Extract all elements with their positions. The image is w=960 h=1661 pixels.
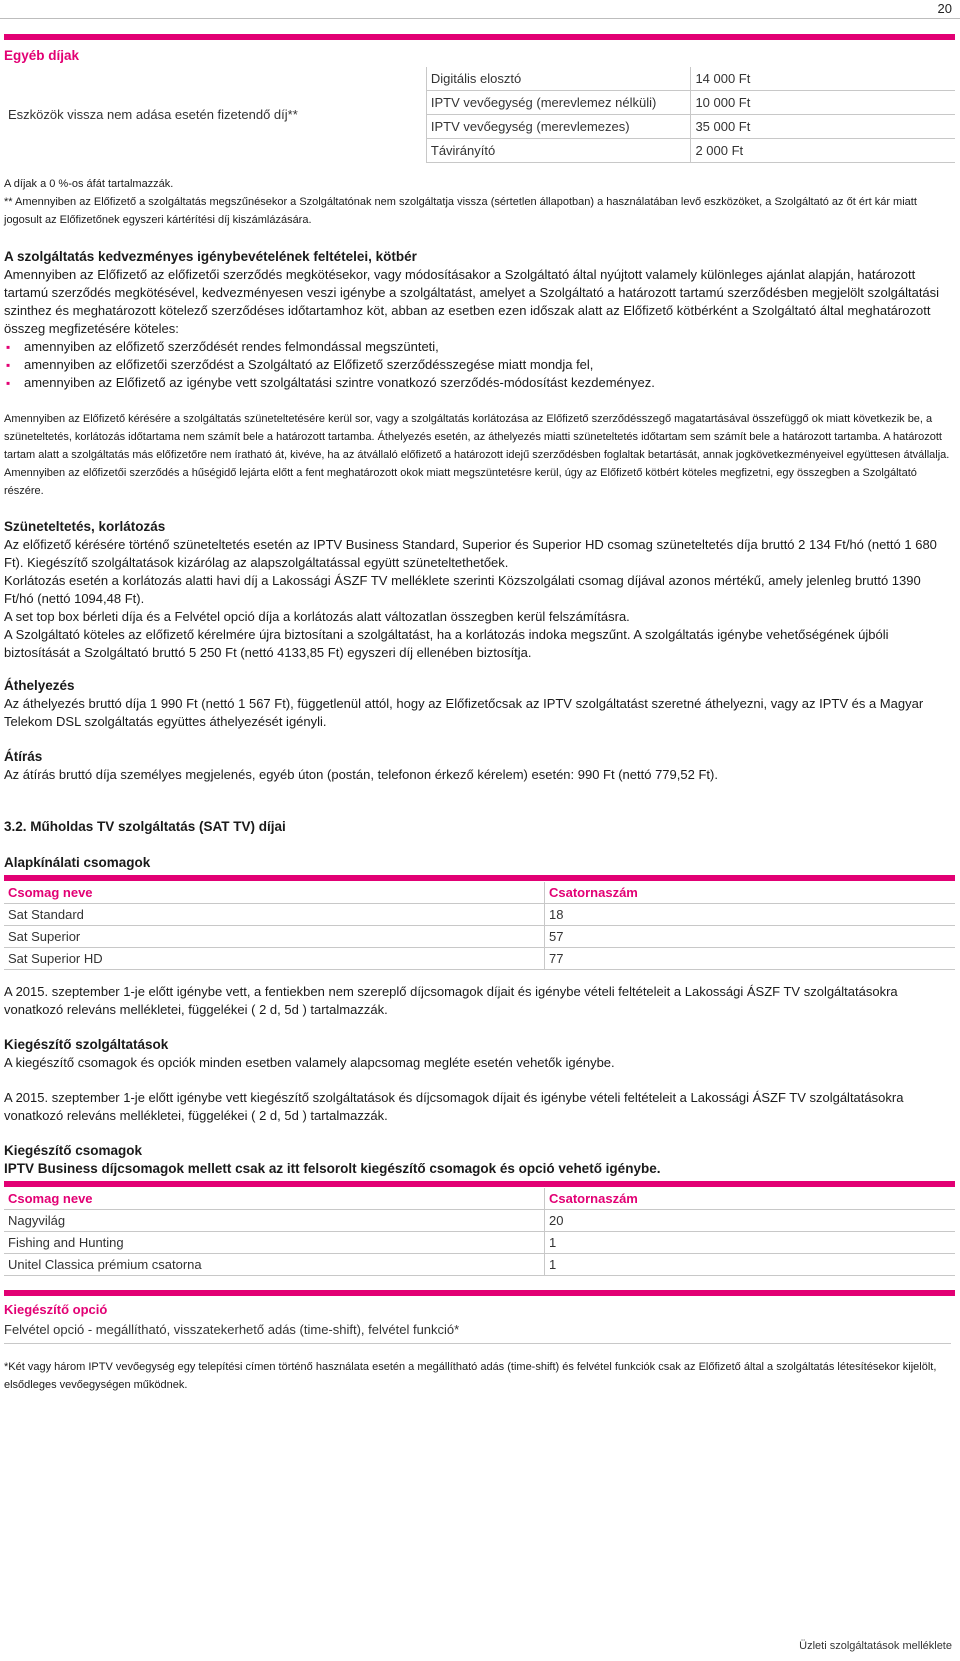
relocation-title: Áthelyezés (4, 678, 75, 693)
fees-table (4, 67, 955, 163)
addon-packages-block (4, 1142, 950, 1178)
package-name: Sat Standard (4, 904, 545, 926)
list-item: ▪ amennyiben az előfizetői szerződést a Szolgáltató az Előfizető szerződésszegése miatt mondja fel, (4, 356, 950, 374)
suspension-title: Szüneteltetés, korlátozás (4, 519, 166, 534)
base-packages-table (4, 882, 955, 970)
fee-item: IPTV vevőegység (merevlemezes) (426, 115, 691, 139)
fee-price: 35 000 Ft (691, 115, 955, 139)
vat-note: A díjak a 0 %-os áfát tartalmazzák. (4, 178, 174, 190)
page-footer: Üzleti szolgáltatások melléklete (799, 1640, 952, 1652)
fee-item: Digitális elosztó (426, 67, 691, 91)
list-item: ▪ amennyiben az Előfizető az igénybe vett szolgáltatási szintre vonatkozó szerződés-módosítást kezdeményez. (4, 374, 950, 392)
fee-price: 10 000 Ft (691, 91, 955, 115)
section-bar (4, 875, 955, 881)
transfer-text: Az átírás bruttó díja személyes megjelenés, egyéb úton (postán, telefonon érkező kérelem) esetén: 990 Ft (nettó 779,52 Ft). (4, 767, 718, 782)
package-name: Nagyvilág (4, 1210, 545, 1232)
fee-price: 2 000 Ft (691, 139, 955, 163)
option-note: *Két vagy három IPTV vevőegység egy telepítési címen történő használata esetén a megállítható adás (time-shift) és felvétel funkciók csak az Előfizető által a szolgáltatás létesítésekor kijelölt, elsődleges vevőegységen működnek. (4, 1361, 937, 1391)
suspension-text-2: Korlátozás esetén a korlátozás alatti havi díj a Lakossági ÁSZF TV melléklete szerinti Közszolgálati csomag díjával azonos mértékű, amely jelenleg bruttó 1390 Ft/hó (nettó 1094,48 Ft). (4, 573, 921, 606)
suspension-text-1: Az előfizető kérésére történő szüneteltetés esetén az IPTV Business Standard, Superior és Superior HD csomag szüneteltetés díja bruttó 2 134 Ft/hó (nettó 1 680 Ft). Kiegészítő szolgáltatások kizárólag az alapszolgáltatással együtt szüneteltethetőek. (4, 537, 937, 570)
addon-packages-title: Kiegészítő csomagok (4, 1143, 143, 1158)
suspension-text-3: A set top box bérleti díja és a Felvétel opció díja a korlátozás alatt változatlan összegben kerül felszámításra. (4, 609, 630, 624)
col-header-channels: Csatornaszám (545, 1188, 956, 1210)
top-rule (0, 18, 960, 19)
discount-intro: Amennyiben az Előfizető az előfizetői szerződés megkötésekor, vagy módosításakor a Szolgáltató által nyújtott valamely különleges ajánlat alapján, határozott tartamú szerződés megkötésével, kedvezményesen veszi igénybe a szolgáltatást, amelyet a Szolgáltató a határozott tartamú szerződésben megjelölt szolgáltatási szinthez és meghatározott kötelező szerződéses időtartamhoz köt, abban az esetben ezen időszak alatt az Előfizető kötbérként a Szolgáltató által meghatározott összeg megfizetésére köteles: (4, 267, 940, 336)
fee-item: Távirányító (426, 139, 691, 163)
package-name: Sat Superior (4, 926, 545, 948)
discount-bullets (4, 338, 950, 392)
discount-title: A szolgáltatás kedvezményes igénybevételének feltételei, kötbér (4, 249, 417, 264)
package-name: Unitel Classica prémium csatorna (4, 1254, 545, 1276)
discount-small-text: Amennyiben az Előfizető kérésére a szolgáltatás szüneteltetésére kerül sor, vagy a szolgáltatás korlátozása az Előfizető szerződésszegő magatartásával összefüggő ok miatt következik be, a szüneteltetés, korlátozás időtartama nem számít bele a határozott tartamba. Áthelyezés esetén, az áthelyezés miatti szüneteltetés időtartam sem számít bele a határozott tartamba. A határozott tartam alatt a szolgáltatás más előfizetőre nem íratható át, kivéve, ha az átvállaló előfizető a határozott idejű szerződésben foglaltak betartását, annak jogkövetkezményeivel együttesen átvállalja. Amennyiben az előfizetői szerződés a hűségidő lejárta előtt a fent meghatározott okok miatt megszüntetésre kerül, úgy az Előfizető kötbért köteles megfizetni, egy összegben a Szolgáltató részére. (4, 413, 950, 497)
table-header-row (4, 1188, 955, 1210)
transfer-title: Átírás (4, 749, 43, 764)
channel-count: 20 (545, 1210, 956, 1232)
sat-section-title: 3.2. Műholdas TV szolgáltatás (SAT TV) díjai (4, 819, 286, 834)
col-header-name: Csomag neve (4, 882, 545, 904)
table-row (4, 67, 955, 91)
table-row (4, 1210, 955, 1232)
suspension-block (4, 518, 950, 662)
fees-title: Egyéb díjak (4, 48, 80, 63)
list-item: ▪ amennyiben az előfizető szerződését rendes felmondással megszünteti, (4, 338, 950, 356)
option-row: Felvétel opció - megállítható, visszatekerhető adás (time-shift), felvétel funkció* (4, 1321, 951, 1344)
package-name: Sat Superior HD (4, 948, 545, 970)
return-note: ** Amennyiben az Előfizető a szolgáltatás megszűnésekor a Szolgáltatónak nem szolgáltatja vissza (sértetlen állapotban) a használatában levő eszközöket, a Szolgáltató az őt ért kár miatt jogosult az Előfizetőnek egyszeri kártérítési díj kiszámlázására. (4, 196, 917, 226)
table-header-row (4, 882, 955, 904)
col-header-channels: Csatornaszám (545, 882, 956, 904)
transfer-block (4, 748, 950, 784)
table-row (4, 948, 955, 970)
table-row (4, 926, 955, 948)
option-title: Kiegészítő opció (4, 1302, 108, 1317)
channel-count: 77 (545, 948, 956, 970)
table-row (4, 904, 955, 926)
relocation-text: Az áthelyezés bruttó díja 1 990 Ft (nettó 1 567 Ft), függetlenül attól, hogy az Előfizetőcsak az IPTV szolgáltatást szeretné áthelyezni, vagy az IPTV és a Magyar Telekom DSL szolgáltatás együttes áthelyezését igényli. (4, 696, 924, 729)
addon-title: Kiegészítő szolgáltatások (4, 1037, 169, 1052)
base-packages-note: A 2015. szeptember 1-je előtt igénybe vett, a fentiekben nem szereplő díjcsomagok díjait és igénybe vételi feltételeit a Lakossági ÁSZF TV szolgáltatásokra vonatkozó releváns mellékletei, függelékei ( 2 d, 5d ) tartalmazzák. (4, 984, 898, 1017)
addon-packages-table (4, 1188, 955, 1276)
addon-text: A kiegészítő csomagok és opciók minden esetben valamely alapcsomag megléte esetén vehetők igénybe. (4, 1055, 615, 1070)
table-row (4, 1232, 955, 1254)
addon-packages-subtitle: IPTV Business díjcsomagok mellett csak az itt felsorolt kiegészítő csomagok és opció vehető igénybe. (4, 1161, 661, 1176)
fee-item: IPTV vevőegység (merevlemez nélküli) (426, 91, 691, 115)
relocation-block (4, 677, 950, 731)
col-header-name: Csomag neve (4, 1188, 545, 1210)
addon-block (4, 1036, 950, 1072)
package-name: Fishing and Hunting (4, 1232, 545, 1254)
channel-count: 57 (545, 926, 956, 948)
page-number: 20 (937, 1, 952, 16)
channel-count: 18 (545, 904, 956, 926)
table-row (4, 1254, 955, 1276)
fee-price: 14 000 Ft (691, 67, 955, 91)
fees-row-label: Eszközök vissza nem adása esetén fizetendő díj** (8, 106, 298, 122)
section-bar (4, 1181, 955, 1187)
base-packages-title: Alapkínálati csomagok (4, 855, 151, 870)
section-bar (4, 1290, 955, 1296)
section-bar (4, 34, 955, 40)
channel-count: 1 (545, 1232, 956, 1254)
channel-count: 1 (545, 1254, 956, 1276)
addon-note: A 2015. szeptember 1-je előtt igénybe vett kiegészítő szolgáltatások és díjcsomagok díjait és igénybe vételi feltételeit a Lakossági ÁSZF TV szolgáltatásokra vonatkozó releváns mellékletei, függelékei ( 2 d, 5d ) tartalmazzák. (4, 1090, 904, 1123)
suspension-text-4: A Szolgáltató köteles az előfizető kérelmére újra biztosítani a szolgáltatást, ha a korlátozás indoka megszűnt. A szolgáltatás igénybe vehetőségének újbóli biztosítását a Szolgáltató bruttó 5 250 Ft (nettó 4133,85 Ft) egyszeri díj ellenében biztosítja. (4, 627, 889, 660)
